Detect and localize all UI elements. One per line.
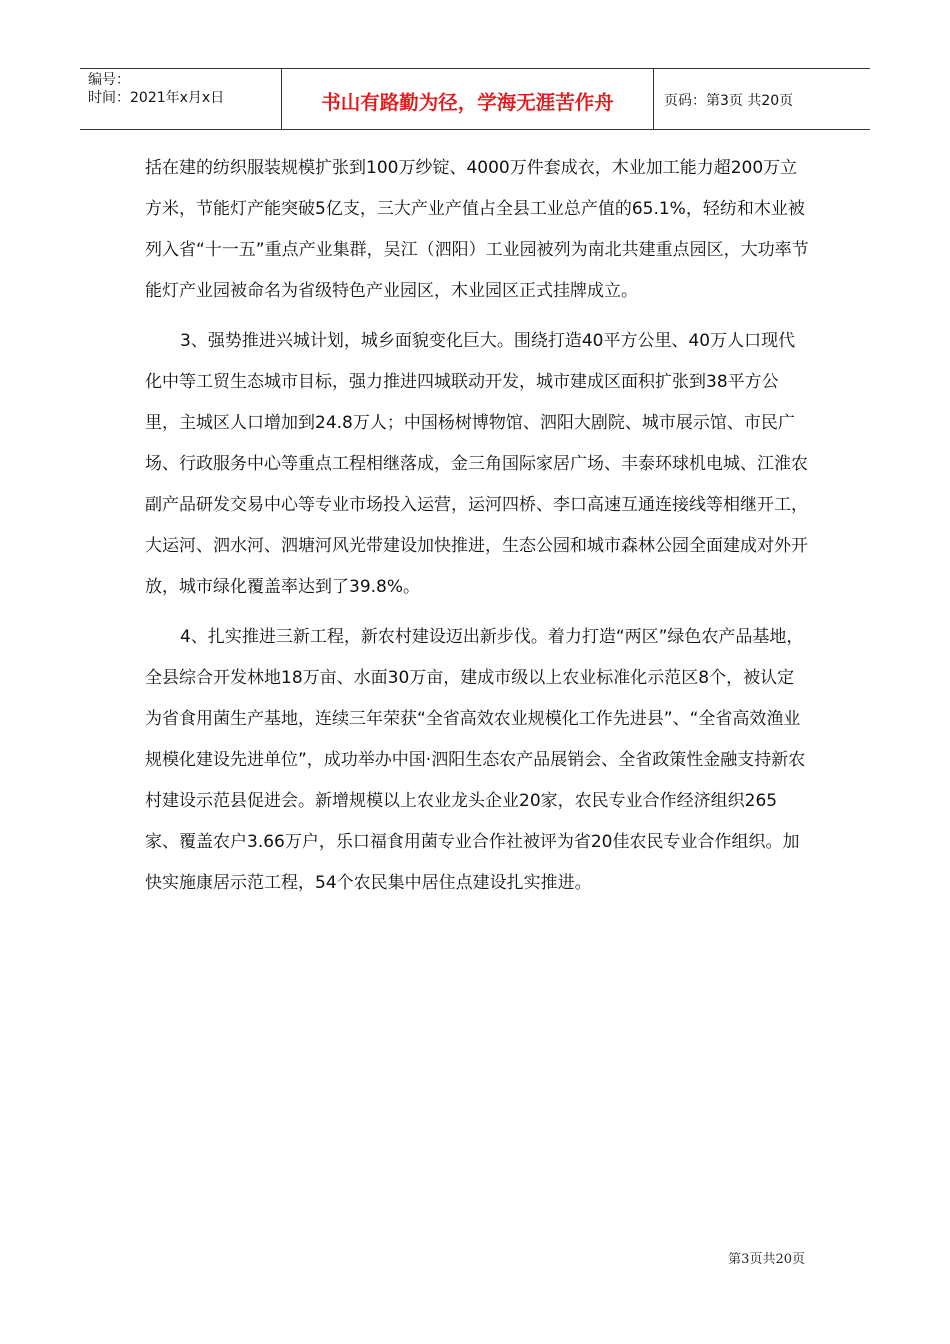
header-meta: [80, 69, 282, 129]
document-number-label: 编号：: [88, 72, 130, 88]
paragraph-urban-development: 3、强势推进兴城计划，城乡面貌变化巨大。围绕打造40平方公里、40万人口现代化中等工贸生态城市目标，强力推进四城联动开发，城市建成区面积扩张到38平方公里，主城区人口增加到24.8万人；中国杨树博物馆、泗阳大剧院、城市展示馆、市民广场、行政服务中心等重点工程相继落成，金三角国际家居广场、丰泰环球机电城、江淮农副产品研发交易中心等专业市场投入运营，运河四桥、李口高速互通连接线等相继开工，大运河、泗水河、泗塘河风光带建设加快推进，生态公园和城市森林公园全面建成对外开放，城市绿化覆盖率达到了39.8%。: [145, 331, 808, 597]
page-header: [80, 68, 870, 130]
paragraph-continuation: 括在建的纺织服装规模扩张到100万纱锭、4000万件套成衣，木业加工能力超200万立方米，节能灯产能突破5亿支，三大产业产值占全县工业总产值的65.1%，轻纺和木业被列入省“十一五”重点产业集群，吴江（泗阳）工业园被列为南北共建重点园区，大功率节能灯产业园被命名为省级特色产业园区，木业园区正式挂牌成立。: [145, 158, 809, 301]
document-body: [145, 148, 810, 904]
header-motto: 书山有路勤为径，学海无涯苦作舟: [282, 69, 654, 129]
document-time-label: 时间：2021年x月x日: [88, 90, 225, 106]
page-footer: 第3页共20页: [728, 1252, 805, 1267]
header-page-info: 页码：第3页 共20页: [664, 93, 794, 109]
paragraph-rural-development: 4、扎实推进三新工程，新农村建设迈出新步伐。着力打造“两区”绿色农产品基地，全县综合开发林地18万亩、水面30万亩，建成市级以上农业标准化示范区8个，被认定为省食用菌生产基地，连续三年荣获“全省高效农业规模化工作先进县”、“全省高效渔业规模化建设先进单位”，成功举办中国·泗阳生态农产品展销会、全省政策性金融支持新农村建设示范县促进会。新增规模以上农业龙头企业20家，农民专业合作经济组织265家、覆盖农户3.66万户，乐口福食用菌专业合作社被评为省20佳农民专业合作组织。加快实施康居示范工程，54个农民集中居住点建设扎实推进。: [145, 627, 806, 893]
